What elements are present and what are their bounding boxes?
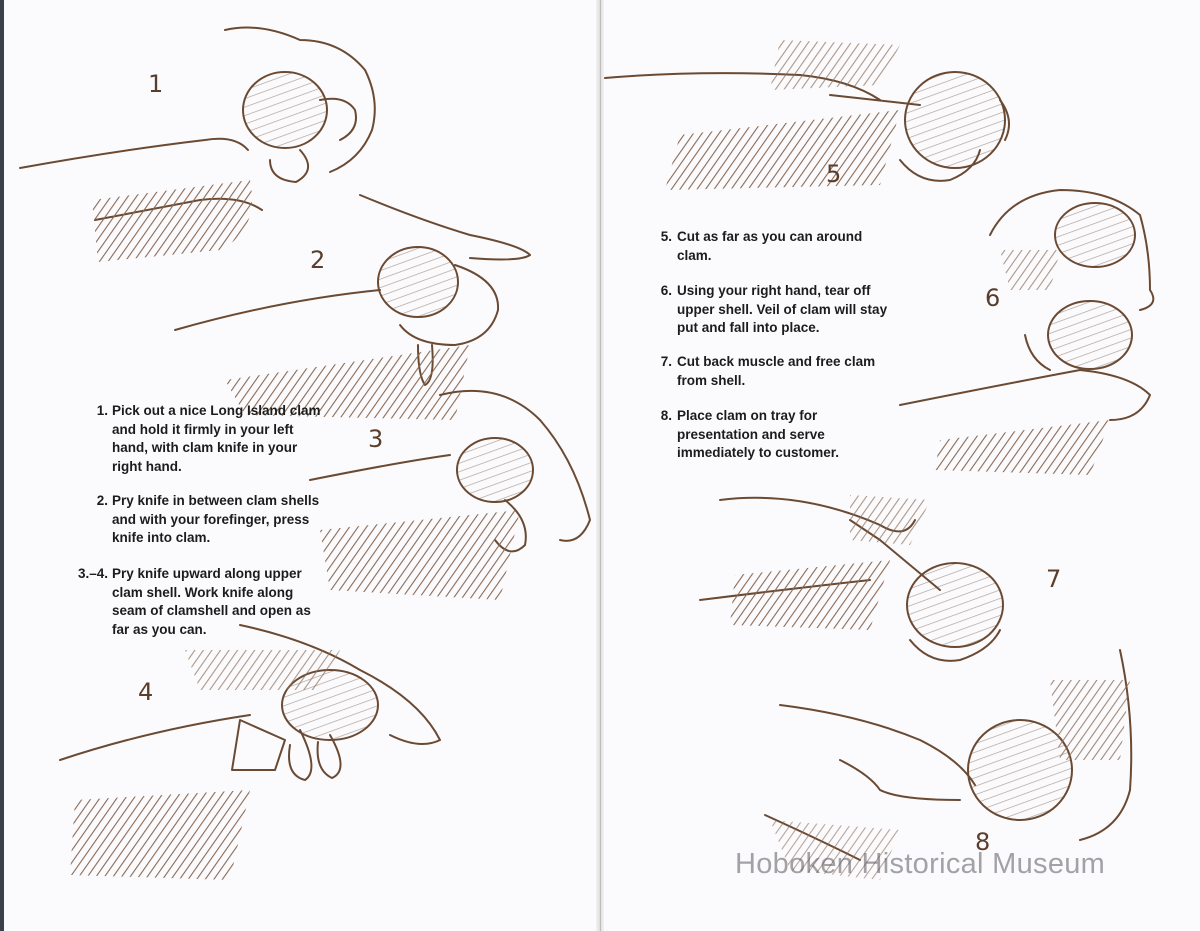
step-text: Pick out a nice Long Island clam and hold it firmly in your left hand, with clam knife in your right hand. [112, 403, 321, 474]
step-5 [650, 228, 900, 265]
figure-number-7: 7 [1046, 565, 1062, 593]
step-2 [60, 492, 334, 548]
figure-number-2: 2 [310, 246, 326, 274]
step-8 [650, 407, 900, 463]
step-1 [60, 402, 328, 476]
step-number: 7. [660, 354, 672, 369]
step-3-4 [60, 565, 330, 639]
figure-6-illustration [900, 190, 1153, 475]
step-text: Cut back muscle and free clam from shell. [677, 354, 876, 388]
figure-number-5: 5 [826, 160, 842, 188]
figure-8-illustration [765, 650, 1131, 880]
figure-3-illustration [310, 391, 590, 600]
step-number: 5. [660, 229, 672, 244]
step-number: 3.–4. [77, 566, 108, 581]
step-number: 1. [96, 403, 108, 418]
step-text: Place clam on tray for presentation and serve immediately to customer. [677, 408, 840, 460]
step-number: 2. [96, 493, 108, 508]
step-number: 6. [660, 283, 672, 298]
step-7 [650, 353, 900, 390]
figure-number-8: 8 [975, 828, 991, 856]
step-text: Pry knife in between clam shells and with your forefinger, press knife into clam. [112, 493, 320, 545]
figure-number-4: 4 [138, 678, 154, 706]
step-text: Using your right hand, tear off upper shell. Veil of clam will stay put and fall into place. [677, 283, 888, 335]
step-number: 8. [660, 408, 672, 423]
figure-4-illustration [60, 625, 440, 880]
figure-number-3: 3 [368, 425, 384, 453]
museum-watermark: Hoboken Historical Museum [735, 848, 1106, 880]
step-text: Cut as far as you can around clam. [677, 229, 863, 263]
figure-5-illustration [605, 40, 1009, 190]
figure-1-illustration [20, 28, 375, 262]
step-6 [650, 282, 900, 338]
figure-7-illustration [700, 495, 1003, 661]
step-text: Pry knife upward along upper clam shell. Work knife along seam of clamshell and open as far as you can. [112, 566, 311, 637]
figure-number-1: 1 [148, 70, 164, 98]
figure-number-6: 6 [985, 284, 1001, 312]
